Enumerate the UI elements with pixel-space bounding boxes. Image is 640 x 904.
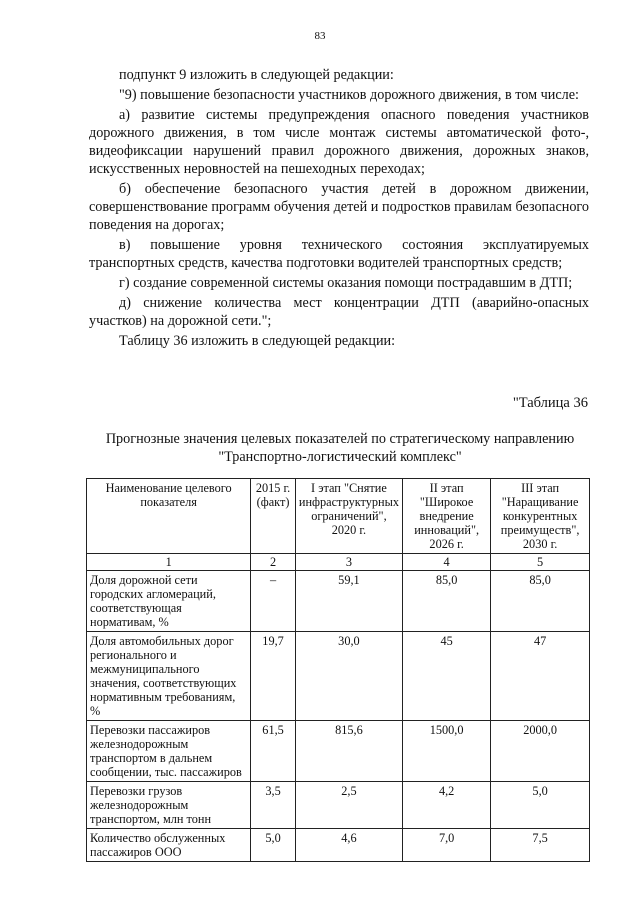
value-2026: 4,2 xyxy=(403,782,491,829)
indicator-name: Количество обслуженных пассажиров ООО xyxy=(87,829,251,862)
column-number: 5 xyxy=(491,554,590,571)
indicator-name: Доля дорожной сети городских агломераций, соответствующая нормативам, % xyxy=(87,571,251,632)
value-2030: 2000,0 xyxy=(491,721,590,782)
table-row xyxy=(87,632,590,721)
table-label: "Таблица 36 xyxy=(512,395,588,411)
body-text xyxy=(89,66,589,352)
indicators-table xyxy=(86,478,590,862)
value-2030: 85,0 xyxy=(491,571,590,632)
column-number: 2 xyxy=(251,554,296,571)
indicator-name: Доля автомобильных дорог регионального и межмуниципального значения, соответствующих нормативным требованиям, % xyxy=(87,632,251,721)
value-2020: 30,0 xyxy=(295,632,402,721)
paragraph: г) создание современной системы оказания помощи пострадавшим в ДТП; xyxy=(119,275,573,291)
table-row xyxy=(87,829,590,862)
column-header: II этап "Широкое внедрение инноваций", 2026 г. xyxy=(403,479,491,554)
table-row xyxy=(87,571,590,632)
value-2015: 5,0 xyxy=(251,829,296,862)
paragraph: "9) повышение безопасности участников дорожного движения, в том числе: xyxy=(119,87,579,103)
paragraph: подпункт 9 изложить в следующей редакции: xyxy=(119,67,394,83)
paragraph: д) снижение количества мест концентрации ДТП (аварийно-опасных участков) на дорожной сети."; xyxy=(89,295,589,329)
column-number: 3 xyxy=(295,554,402,571)
value-2015: – xyxy=(251,571,296,632)
indicator-name: Перевозки пассажиров железнодорожным транспортом в дальнем сообщении, тыс. пассажиров xyxy=(87,721,251,782)
value-2020: 4,6 xyxy=(295,829,402,862)
column-number: 1 xyxy=(87,554,251,571)
table-title: Прогнозные значения целевых показателей по стратегическому направлению "Транспортно-логистический комплекс" xyxy=(105,431,575,465)
column-header: Наименование целевого показателя xyxy=(87,479,251,554)
value-2020: 2,5 xyxy=(295,782,402,829)
indicator-name: Перевозки грузов железнодорожным транспортом, млн тонн xyxy=(87,782,251,829)
table-header-row xyxy=(87,479,590,554)
paragraph: в) повышение уровня технического состояния эксплуатируемых транспортных средств, качества подготовки водителей транспортных средств; xyxy=(89,237,589,271)
page-number: 83 xyxy=(314,30,326,42)
table-row xyxy=(87,721,590,782)
value-2030: 7,5 xyxy=(491,829,590,862)
column-header: I этап "Снятие инфраструктурных ограничений", 2020 г. xyxy=(295,479,402,554)
column-number: 4 xyxy=(403,554,491,571)
value-2020: 59,1 xyxy=(295,571,402,632)
value-2015: 61,5 xyxy=(251,721,296,782)
value-2026: 45 xyxy=(403,632,491,721)
value-2026: 1500,0 xyxy=(403,721,491,782)
value-2015: 19,7 xyxy=(251,632,296,721)
value-2026: 85,0 xyxy=(403,571,491,632)
column-number-row xyxy=(87,554,590,571)
column-header: 2015 г. (факт) xyxy=(251,479,296,554)
value-2015: 3,5 xyxy=(251,782,296,829)
paragraph: б) обеспечение безопасного участия детей в дорожном движении, совершенствование программ обучения детей и подростков правилам безопасного поведения на дорогах; xyxy=(89,181,589,233)
paragraph: Таблицу 36 изложить в следующей редакции: xyxy=(119,333,396,349)
paragraph: а) развитие системы предупреждения опасного поведения участников дорожного движения, в том числе монтаж системы автоматической фото-, видеофиксации нарушений правил дорожного движения, дорожных знаков, искусственных неровностей на пешеходных переходах; xyxy=(89,107,589,177)
value-2030: 5,0 xyxy=(491,782,590,829)
value-2020: 815,6 xyxy=(295,721,402,782)
column-header: III этап "Наращивание конкурентных преимуществ", 2030 г. xyxy=(491,479,590,554)
table-row xyxy=(87,782,590,829)
value-2030: 47 xyxy=(491,632,590,721)
value-2026: 7,0 xyxy=(403,829,491,862)
